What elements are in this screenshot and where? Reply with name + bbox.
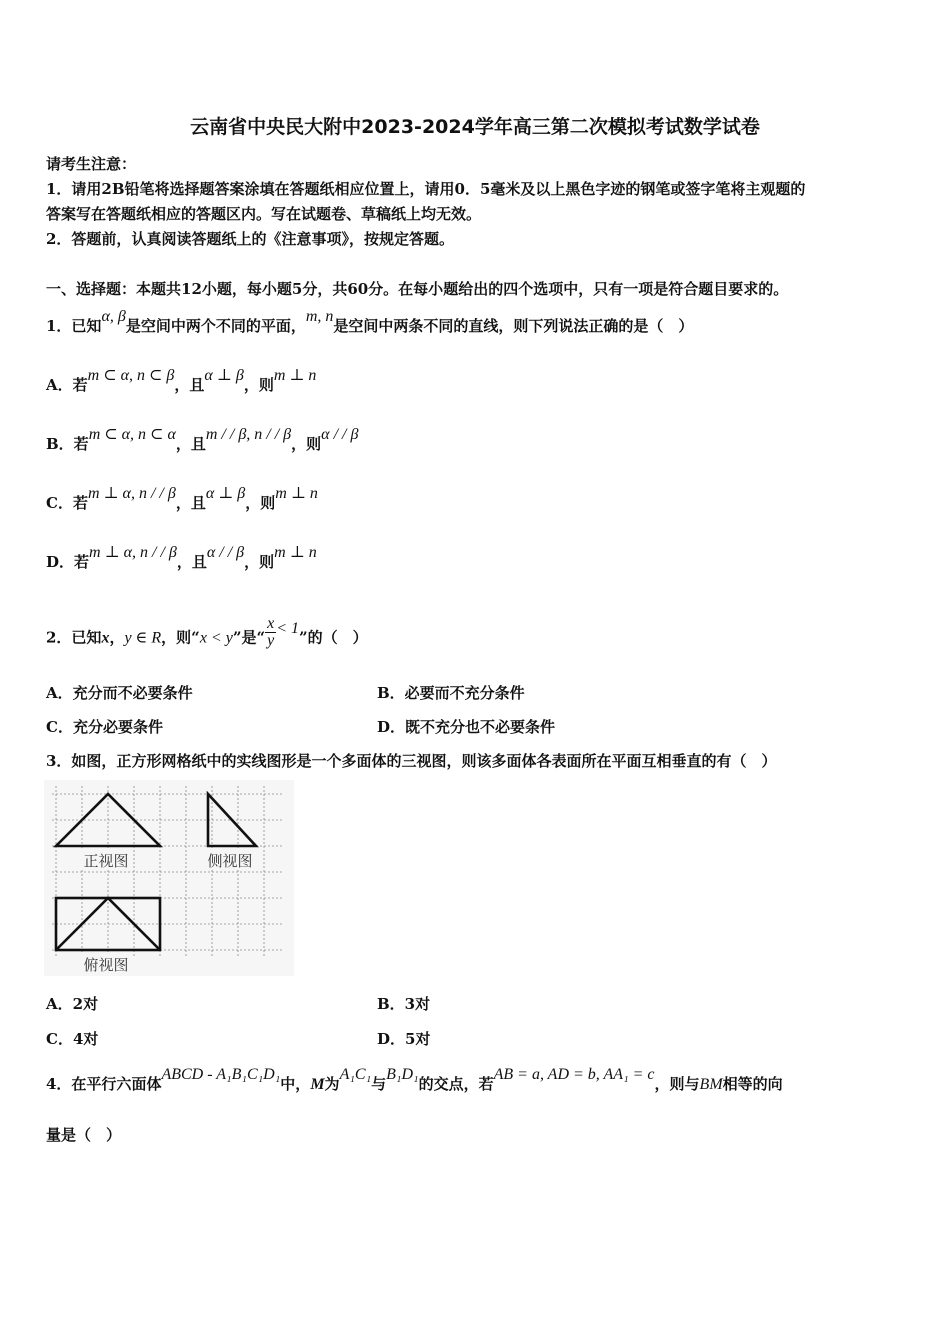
q3-option-b: B．3对 (377, 995, 431, 1013)
figure-background (44, 780, 294, 976)
q1-option-b (46, 426, 359, 454)
question-1-stem (46, 308, 694, 336)
then-text: ，则 (244, 553, 275, 571)
notice-line-1b: 答案写在答题纸相应的答题区内。写在试题卷、草稿纸上均无效。 (46, 205, 482, 223)
top-view-label: 俯视图 (83, 956, 129, 974)
q2-option-c: C．充分必要条件 (46, 718, 163, 736)
option-label: C．若 (46, 494, 88, 512)
q4-line-2: 量是（ ） (46, 1126, 122, 1144)
and-text: ，且 (176, 553, 207, 571)
q4-solid: ABCD - A₁B₁C₁D₁ (161, 1066, 281, 1083)
q4-text-4: 与 (371, 1075, 387, 1093)
condition-2: α ⊥ β (205, 485, 246, 502)
q2-fraction (265, 616, 276, 649)
q2-comma: ， (109, 628, 125, 647)
denominator: y (267, 632, 275, 649)
condition-1: m ⊂ α, n ⊂ α (88, 426, 176, 443)
conclusion: m ⊥ n (274, 544, 317, 561)
q1-option-c (46, 485, 318, 513)
q2-var-x: x (101, 629, 110, 647)
section-heading: 一、选择题：本题共12小题，每小题5分，共60分。在每小题给出的四个选项中，只有一项是符合题目要求的。 (46, 280, 789, 298)
q4-diagonal-2: B₁D₁ (386, 1066, 419, 1083)
condition-1: m ⊥ α, n / / β (87, 485, 176, 502)
and-text: ，且 (175, 494, 206, 512)
three-view-figure (44, 780, 294, 976)
q1-text-3: 是空间中两条不同的直线，则下列说法正确的是（ ） (333, 317, 694, 335)
q1-text-1: 1．已知 (46, 317, 102, 335)
q2-option-a: A．充分而不必要条件 (46, 684, 193, 702)
q3-option-a: A．2对 (46, 995, 99, 1013)
q2-condition: x < y (199, 629, 233, 647)
q4-diagonal-1: A₁C₁ (339, 1066, 372, 1083)
q1-planes: α, β (101, 308, 126, 325)
q1-text-2: 是空间中两个不同的平面， (125, 317, 306, 335)
q4-point-m: M (310, 1076, 325, 1093)
q2-less-than-one: < 1 (276, 619, 299, 637)
page-title: 云南省中央民大附中2023-2024学年高三第二次模拟考试数学试卷 (190, 116, 760, 138)
numerator: x (267, 615, 275, 632)
q4-vector-bm: BM (699, 1076, 723, 1093)
notice-line-1: 1．请用2B铅笔将选择题答案涂填在答题纸相应位置上，请用0．5毫米及以上黑色字迹的钢笔或签字笔将主观题的 (46, 180, 806, 198)
q2-text-1: 2．已知 (46, 628, 102, 647)
q1-lines: m, n (305, 308, 334, 325)
option-label: D．若 (46, 553, 90, 571)
condition-2: m / / β, n / / β (205, 426, 292, 443)
condition-1: m ⊥ α, n / / β (89, 544, 177, 561)
side-view-label: 侧视图 (207, 852, 253, 870)
q4-text-3: 为 (324, 1075, 340, 1093)
and-text: ，且 (174, 376, 205, 394)
conclusion: m ⊥ n (275, 485, 318, 502)
question-2-stem (46, 615, 368, 655)
q4-text-2: 中， (280, 1075, 311, 1093)
conclusion: α / / β (321, 426, 359, 443)
q2-option-b: B．必要而不充分条件 (377, 684, 525, 702)
notice-heading: 请考生注意： (46, 155, 137, 173)
condition-2: α / / β (206, 544, 245, 561)
question-3-stem: 3．如图，正方形网格纸中的实线图形是一个多面体的三视图，则该多面体各表面所在平面互相垂直的有（ ） (46, 752, 777, 770)
q2-text-4: ”的（ ） (298, 628, 368, 647)
conclusion: m ⊥ n (273, 367, 317, 384)
q1-option-d (46, 544, 317, 572)
then-text: ，则 (243, 376, 274, 394)
front-view-label: 正视图 (83, 852, 129, 870)
then-text: ，则 (245, 494, 276, 512)
option-label: B．若 (46, 435, 89, 453)
q1-option-a (46, 367, 317, 395)
q4-text-6: ，则与 (654, 1075, 700, 1093)
q4-text-7: 相等的向 (722, 1075, 783, 1093)
q4-text-5: 的交点，若 (418, 1075, 494, 1093)
notice-line-2: 2．答题前，认真阅读答题纸上的《注意事项》，按规定答题。 (46, 230, 454, 248)
q2-text-3: ”是“ (232, 628, 266, 647)
q4-text-1: 4．在平行六面体 (46, 1075, 162, 1093)
condition-2: α ⊥ β (204, 367, 244, 384)
option-label: A．若 (46, 376, 88, 394)
question-4-stem (46, 1066, 783, 1094)
then-text: ，则 (291, 435, 322, 453)
q2-text-2: ，则“ (161, 628, 200, 647)
q2-option-d: D．既不充分也不必要条件 (377, 718, 556, 736)
q3-option-d: D．5对 (377, 1030, 431, 1048)
q4-vectors: AB = a, AD = b, AA₁ = c (493, 1066, 655, 1083)
and-text: ，且 (175, 435, 206, 453)
q3-option-c: C．4对 (46, 1030, 99, 1048)
q2-domain: y ∈ R (124, 629, 162, 647)
condition-1: m ⊂ α, n ⊂ β (87, 367, 175, 384)
